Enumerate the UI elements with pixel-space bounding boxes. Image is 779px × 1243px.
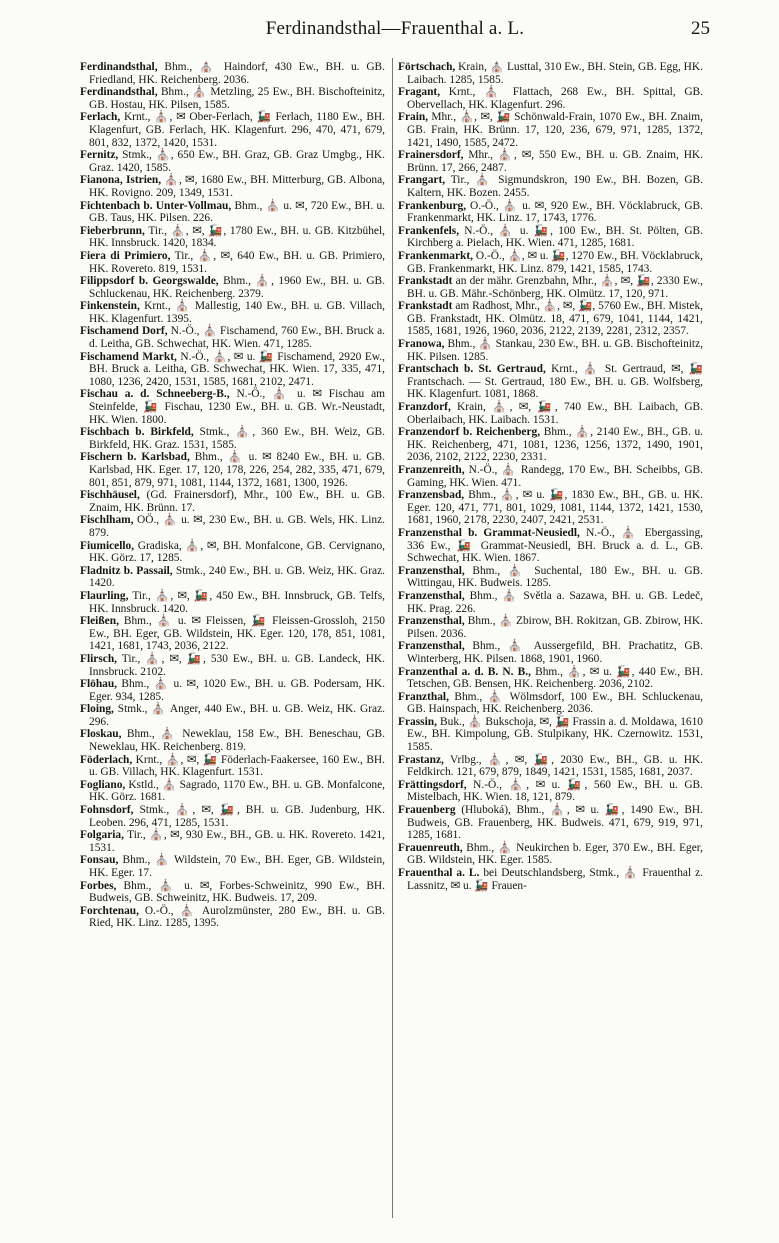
gazetteer-entry <box>80 514 385 539</box>
entry-text: Tir., ⛪, ✉, 🚂, 450 Ew., BH. Innsbruck, GB. Telfs, HK. Innsbruck. 1420. <box>89 589 385 615</box>
entry-text: N.-Ö., ⛪ u. ✉ Fischau am Steinfelde, 🚂 Fischau, 1230 Ew., BH. u. GB. Wr.-Neustadt, HK. Wien. 1800. <box>89 388 385 426</box>
gazetteer-entry <box>80 149 385 174</box>
entry-text: Bhm., ⛪ u. ✉, 1020 Ew., BH. u. GB. Podersam, HK. Eger. 934, 1285. <box>89 678 385 703</box>
entry-headword: Franzdorf, <box>398 401 451 414</box>
entry-headword: Fragant, <box>398 86 441 99</box>
entry-text: ⛪, ✉, 1680 Ew., BH. Mitterburg, GB. Albona, HK. Rovigno. 209, 1349, 1531. <box>89 174 385 199</box>
entry-headword: Frankenmarkt, <box>398 249 473 262</box>
entry-headword: Frantschach b. St. Gertraud, <box>398 363 546 376</box>
entry-headword: Fischau a. d. Schneeberg-B., <box>80 388 230 401</box>
gazetteer-entry <box>80 111 385 149</box>
entry-headword: Förtschach, <box>398 61 456 73</box>
gazetteer-entry <box>80 615 385 653</box>
gazetteer-entry <box>80 804 385 829</box>
entry-text: N.-Ö., ⛪ Ebergassing, 336 Ew., 🚂 Grammat-Neusiedl, BH. Bruck a. d. L., GB. Schwechat, HK. Wien. 1867. <box>407 526 703 565</box>
entry-text: Bhm., ⛪, ✉ u. 🚂, 440 Ew., BH. Tetschen, GB. Bensen, HK. Reichenberg. 2036, 2102. <box>407 665 703 691</box>
column-divider <box>392 58 393 1218</box>
gazetteer-entry <box>398 640 703 665</box>
gazetteer-entry <box>398 867 703 892</box>
gazetteer-entry <box>398 275 703 300</box>
gazetteer-entry <box>80 174 385 199</box>
entry-headword: Franzenthal a. d. B. N. B., <box>398 665 531 678</box>
gazetteer-entry <box>80 728 385 753</box>
entry-text: Krain, ⛪ Lusttal, 310 Ew., BH. Stein, GB. Egg, HK. Laibach. 1285, 1585. <box>407 61 703 86</box>
entry-headword: Franzendorf b. Reichenberg, <box>398 426 541 439</box>
gazetteer-entry <box>80 754 385 779</box>
entry-headword: Franzensthal, <box>398 589 465 602</box>
entry-text: Bhm., ⛪, 2140 Ew., BH., GB. u. HK. Reichenberg, 471, 1081, 1236, 1256, 1372, 1490, 1901, 2036, 2102, 2122, 2230, 2331. <box>407 426 703 464</box>
entry-headword: Franzthal, <box>398 690 449 703</box>
gazetteer-entry <box>80 225 385 250</box>
entry-text: am Radhost, Mhr., ⛪, ✉, 🚂, 5760 Ew., BH. Mistek, GB. Frankstadt, HK. Olmütz. 18, 471, 679, 1041, 1144, 1421, 1585, 1681, 1926, 1960, 2036, 2122, 2139, 2281, 2312, 2357. <box>407 300 703 338</box>
entry-headword: Frauenberg <box>398 804 456 817</box>
entry-headword: Frättingsdorf, <box>398 778 467 791</box>
gazetteer-entry <box>80 590 385 615</box>
gazetteer-entry <box>80 880 385 905</box>
entry-text: Krnt., ⛪, ✉, 🚂 Föderlach-Faakersee, 160 Ew., BH. u. GB. Villach, HK. Klagenfurt. 1531. <box>89 753 385 779</box>
entry-headword: Fladnitz b. Passail, <box>80 564 173 577</box>
entry-headword: Frain, <box>398 111 429 124</box>
entry-headword: Fieberbrunn, <box>80 224 145 237</box>
entry-headword: Flöhau, <box>80 678 118 691</box>
entry-headword: Frankenburg, <box>398 199 467 212</box>
entry-headword: Franzensthal, <box>398 640 465 653</box>
entry-text: Mhr., ⛪, ✉, 550 Ew., BH. u. GB. Znaim, HK. Brünn. 17, 266, 2487. <box>407 149 703 174</box>
entry-headword: Forbes, <box>80 879 117 892</box>
entry-headword: Frankstadt <box>398 300 453 313</box>
gazetteer-entry <box>80 325 385 350</box>
gazetteer-entry <box>80 678 385 703</box>
entry-headword: Fischhäusel, <box>80 489 140 502</box>
gazetteer-entry <box>398 527 703 565</box>
gazetteer-entry <box>80 426 385 451</box>
entry-headword: Frankstadt <box>398 275 453 288</box>
entry-text: Bhm., ⛪ Zbirow, BH. Rokitzan, GB. Zbirow, HK. Pilsen. 2036. <box>407 615 703 640</box>
gazetteer-entry <box>80 86 385 111</box>
gazetteer-entry <box>80 653 385 678</box>
entry-text: Bhm., ⛪, 1960 Ew., BH. u. GB. Schluckenau, HK. Reichenberg. 2379. <box>89 275 385 300</box>
gazetteer-entry <box>398 691 703 716</box>
entry-headword: Franzensthal, <box>398 564 465 577</box>
entry-text: Krain, ⛪, ✉, 🚂, 740 Ew., BH. Laibach, GB. Oberlaibach, HK. Laibach. 1531. <box>407 401 703 426</box>
gazetteer-entry <box>398 590 703 615</box>
entry-headword: Fogliano, <box>80 778 126 791</box>
gazetteer-entry <box>398 716 703 754</box>
entry-headword: Fischamend Dorf, <box>80 325 168 338</box>
gazetteer-entry <box>80 275 385 300</box>
entry-text: Stmk., ⛪, ✉, 🚂, BH. u. GB. Judenburg, HK. Leoben. 296, 471, 1285, 1531. <box>89 804 385 829</box>
gazetteer-entry <box>80 250 385 275</box>
entry-text: Tir., ⛪, ✉, 640 Ew., BH. u. GB. Primiero, HK. Rovereto. 819, 1531. <box>89 249 385 275</box>
entry-headword: Föderlach, <box>80 753 133 766</box>
entry-headword: Frastanz, <box>398 753 444 766</box>
gazetteer-entry <box>80 565 385 590</box>
entry-headword: Frangart, <box>398 174 446 187</box>
gazetteer-entry <box>398 250 703 275</box>
gazetteer-entry <box>398 489 703 527</box>
entry-text: O.-Ö., ⛪ Aurolzmünster, 280 Ew., BH. u. GB. Ried, HK. Linz. 1285, 1395. <box>89 904 385 930</box>
entry-headword: Ferdinandsthal, <box>80 86 158 99</box>
entry-headword: Franzensthal, <box>398 615 465 628</box>
gazetteer-entry <box>80 905 385 930</box>
gazetteer-entry <box>398 300 703 338</box>
gazetteer-entry <box>398 754 703 779</box>
entry-headword: Fischbach b. Birkfeld, <box>80 426 194 439</box>
entry-text: Tir., ⛪, ✉, 🚂, 1780 Ew., BH. u. GB. Kitzbühel, HK. Innsbruck. 1420, 1834. <box>89 224 385 250</box>
gazetteer-entry <box>80 854 385 879</box>
gazetteer-entry <box>80 829 385 854</box>
entry-text: N.-Ö., ⛪ u. 🚂, 100 Ew., BH. St. Pölten, GB. Kirchberg a. Pielach, HK. Wien. 471, 1285, 1681. <box>407 224 703 250</box>
entry-headword: Fleißen, <box>80 615 119 628</box>
entry-text: Tir., ⛪, ✉, 🚂, 530 Ew., BH. u. GB. Landeck, HK. Innsbruck. 2102. <box>89 652 385 678</box>
gazetteer-entry <box>398 174 703 199</box>
entry-text: Kstld., ⛪ Sagrado, 1170 Ew., BH. u. GB. Monfalcone, HK. Görz. 1681. <box>89 778 385 804</box>
gazetteer-entry <box>80 703 385 728</box>
entry-headword: Franzenreith, <box>398 464 465 476</box>
entry-text: Bhm., ⛪ Světla a. Sazawa, BH. u. GB. Ledeč, HK. Prag. 226. <box>407 589 703 615</box>
entry-text: OÖ., ⛪ u. ✉, 230 Ew., BH. u. GB. Wels, HK. Linz. 879. <box>89 514 385 539</box>
entry-headword: Frassin, <box>398 715 437 728</box>
entry-text: Gradiska, ⛪, ✉, BH. Monfalcone, GB. Cervignano, HK. Görz. 17, 1285. <box>89 539 385 565</box>
entry-headword: Franowa, <box>398 338 445 351</box>
entry-text: Krnt., ⛪ Mallestig, 140 Ew., BH. u. GB. Villach, HK. Klagenfurt. 1395. <box>89 300 385 325</box>
gazetteer-entry <box>398 666 703 691</box>
entry-text: Bhm., ⛪ Metzling, 25 Ew., BH. Bischofteinitz, GB. Hostau, HK. Pilsen, 1585. <box>89 86 385 111</box>
gazetteer-entry <box>398 86 703 111</box>
gazetteer-entry <box>398 61 703 86</box>
entry-text: Stmk., 240 Ew., BH. u. GB. Weiz, HK. Graz. 1420. <box>89 564 385 590</box>
entry-text: N.-Ö., ⛪, ✉ u. 🚂, 560 Ew., BH. u. GB. Mistelbach, HK. Wien. 18, 121, 879. <box>407 778 703 804</box>
gazetteer-entry <box>80 351 385 389</box>
entry-text: Bhm., ⛪ u. ✉ 8240 Ew., BH. u. GB. Karlsbad, HK. Eger. 17, 120, 178, 226, 254, 282, 335, 471, 679, 801, 851, 879, 971, 1081, 1144, 1372, 1681, 1300, 1926. <box>89 451 385 489</box>
entry-text: Vrlbg., ⛪, ✉, 🚂, 2030 Ew., BH., GB. u. HK. Feldkirch. 121, 679, 879, 1849, 1421, 1531, 1585, 1681, 2037. <box>407 753 703 779</box>
page-number: 25 <box>691 18 710 39</box>
gazetteer-entry <box>398 225 703 250</box>
gazetteer-entry <box>398 200 703 225</box>
entry-headword: Finkenstein, <box>80 300 140 313</box>
entry-text: Bhm., ⛪ Wildstein, 70 Ew., BH. Eger, GB. Wildstein, HK. Eger. 17. <box>89 854 385 879</box>
gazetteer-entry <box>80 61 385 86</box>
left-column <box>80 61 385 1231</box>
entry-headword: Floing, <box>80 703 114 716</box>
entry-headword: Fohnsdorf, <box>80 804 134 817</box>
entry-headword: Fernitz, <box>80 149 119 162</box>
entry-text: Tir., ⛪ Sigmundskron, 190 Ew., BH. Bozen, GB. Kaltern, HK. Bozen. 2455. <box>407 174 703 199</box>
page-header <box>80 14 710 46</box>
entry-text: Mhr., ⛪, ✉, 🚂 Schönwald-Frain, 1070 Ew., BH. Znaim, GB. Frain, HK. Brünn. 17, 120, 236, 679, 971, 1285, 1372, 1421, 1490, 1585, 2472. <box>407 111 703 149</box>
entry-text: Bhm., ⛪ u. ✉, Forbes-Schweinitz, 990 Ew., BH. Budweis, GB. Schweinitz, HK. Budweis. 17, 209. <box>89 879 385 905</box>
gazetteer-entry <box>398 804 703 842</box>
entry-headword: Flaurling, <box>80 589 129 602</box>
entry-headword: Fiera di Primiero, <box>80 249 171 262</box>
entry-text: Bhm., ⛪ Neweklau, 158 Ew., BH. Beneschau, GB. Neweklau, HK. Reichenberg. 819. <box>89 728 385 754</box>
entry-headword: Fischern b. Karlsbad, <box>80 451 190 464</box>
entry-headword: Floskau, <box>80 728 122 741</box>
entry-text: Bhm., ⛪, ✉ u. 🚂, 1830 Ew., BH., GB. u. HK. Eger. 120, 471, 771, 801, 1029, 1081, 1144, 1372, 1421, 1530, 1681, 1960, 2178, 2230, 2407, 2421, 2531. <box>407 489 703 527</box>
entry-text: Krnt., ⛪ St. Gertraud, ✉, 🚂 Frantschach. — St. Gertraud, 180 Ew., BH. u. GB. Wolfsberg, HK. Klagenfurt. 1081, 1868. <box>407 363 703 401</box>
gazetteer-entry <box>398 363 703 401</box>
entry-headword: Filippsdorf b. Georgswalde, <box>80 275 219 288</box>
entry-text: O.-Ö., ⛪ u. ✉, 920 Ew., BH. Vöcklabruck, GB. Frankenmarkt, HK. Linz. 17, 1743, 1776. <box>407 199 703 225</box>
entry-headword: Frankenfels, <box>398 224 460 237</box>
entry-text: N.-Ö., ⛪ Fischamend, 760 Ew., BH. Bruck a. d. Leitha, GB. Schwechat, HK. Wien. 471, 1285. <box>89 325 385 351</box>
right-column <box>398 61 703 1231</box>
entry-headword: Franzensthal b. Grammat-Neusiedl, <box>398 526 580 539</box>
gazetteer-entry <box>398 565 703 590</box>
entry-text: Bhm., ⛪ Stankau, 230 Ew., BH. u. GB. Bischofteinitz, HK. Pilsen. 1285. <box>407 338 703 363</box>
gazetteer-entry <box>398 401 703 426</box>
gazetteer-entry <box>80 300 385 325</box>
entry-text: Bhm., ⛪ Haindorf, 430 Ew., BH. u. GB. Friedland, HK. Reichenberg. 2036. <box>89 61 385 86</box>
gazetteer-entry <box>80 489 385 514</box>
entry-headword: Flirsch, <box>80 652 118 665</box>
entry-headword: Frauenthal a. L. <box>398 867 480 879</box>
entry-text: Bhm., ⛪ u. ✉, 720 Ew., BH. u. GB. Taus, HK. Pilsen. 226. <box>89 199 385 225</box>
entry-headword: Forchtenau, <box>80 904 139 917</box>
entry-headword: Fischamend Markt, <box>80 350 177 363</box>
entry-headword: Franzensbad, <box>398 489 465 502</box>
entry-text: Tir., ⛪, ✉, 930 Ew., BH., GB. u. HK. Rovereto. 1421, 1531. <box>89 829 385 854</box>
entry-text: Krnt., ⛪, ✉ Ober-Ferlach, 🚂 Ferlach, 1180 Ew., BH. Klagenfurt, GB. Ferlach, HK. Klagenfurt. 296, 470, 471, 679, 801, 832, 1372, 1420, 1531. <box>89 111 385 149</box>
gazetteer-entry <box>80 451 385 489</box>
gazetteer-entry <box>398 615 703 640</box>
entry-headword: Frainersdorf, <box>398 149 464 162</box>
entry-text: N.-Ö., ⛪, ✉ u. 🚂 Fischamend, 2920 Ew., BH. Bruck a. Leitha, GB. Schwechat, HK. Wien. 17, 335, 471, 1080, 1236, 2420, 1531, 1585, 1681, 2102, 2471. <box>89 350 385 388</box>
gazetteer-entry <box>80 779 385 804</box>
entry-text: Bhm., ⛪ Suchental, 180 Ew., BH. u. GB. Wittingau, HK. Budweis. 1285. <box>407 564 703 590</box>
gazetteer-entry <box>80 540 385 565</box>
entry-headword: Fonsau, <box>80 854 119 867</box>
entry-headword: Ferlach, <box>80 111 121 124</box>
entry-text: an der mähr. Grenzbahn, Mhr., ⛪, ✉, 🚂, 2330 Ew., BH. u. GB. Mähr.-Schönberg, HK. Olmütz. 17, 120, 971. <box>407 275 703 300</box>
entry-text: Bhm., ⛪ u. ✉ Fleissen, 🚂 Fleissen-Grossloh, 2150 Ew., BH. Eger, GB. Wildstein, HK. Eger. 120, 178, 851, 1081, 1421, 1681, 1743, 2036, 2122. <box>89 615 385 653</box>
gazetteer-entry <box>398 842 703 867</box>
entry-text: bei Deutschlandsberg, Stmk., ⛪ Frauenthal z. Lassnitz, ✉ u. 🚂 Frauen- <box>407 867 703 892</box>
entry-headword: Folgaria, <box>80 829 124 842</box>
entry-text: (Gd. Frainersdorf), Mhr., 100 Ew., BH. u. GB. Znaim, HK. Brünn. 17. <box>89 489 385 514</box>
entry-text: Bhm., ⛪ Neukirchen b. Eger, 370 Ew., BH. Eger, GB. Wildstein, HK. Eger. 1585. <box>407 841 703 867</box>
entry-text: Bhm., ⛪ Wölmsdorf, 100 Ew., BH. Schluckenau, GB. Hainspach, HK. Reichenberg. 2036. <box>407 690 703 716</box>
gazetteer-entry <box>398 779 703 804</box>
entry-text: O.-Ö., ⛪, ✉ u. 🚂, 1270 Ew., BH. Vöcklabruck, GB. Frankenmarkt, HK. Linz. 879, 1421, 1585, 1743. <box>407 249 703 275</box>
entry-headword: Fiumicello, <box>80 539 135 552</box>
gazetteer-entry <box>80 200 385 225</box>
gazetteer-entry <box>398 426 703 464</box>
entry-text: Buk., ⛪ Bukschoja, ✉, 🚂 Frassin a. d. Moldawa, 1610 Ew., BH. Kimpolung, GB. Stulpikany, HK. Czernowitz. 1531, 1585. <box>407 715 703 754</box>
entry-headword: Ferdinandsthal, <box>80 61 158 73</box>
gazetteer-entry <box>80 388 385 426</box>
entry-headword: Fichtenbach b. Unter-Vollmau, <box>80 199 232 212</box>
entry-headword: Frauenreuth, <box>398 841 463 854</box>
entry-text: (Hluboká), Bhm., ⛪, ✉ u. 🚂, 1490 Ew., BH. Budweis, GB. Frauenberg, HK. Budweis. 471, 679, 919, 971, 1285, 1681. <box>407 804 703 842</box>
entry-headword: Fianona, Istrien, <box>80 174 162 187</box>
entry-text: Stmk., ⛪, 360 Ew., BH. Weiz, GB. Birkfeld, HK. Graz. 1531, 1585. <box>89 426 385 451</box>
gazetteer-entry <box>398 149 703 174</box>
entry-text: Stmk., ⛪, 650 Ew., BH. Graz, GB. Graz Umgbg., HK. Graz. 1420, 1585. <box>89 149 385 174</box>
gazetteer-entry <box>398 338 703 363</box>
entry-text: N.-Ö., ⛪ Randegg, 170 Ew., BH. Scheibbs, GB. Gaming, HK. Wien. 471. <box>407 464 703 489</box>
gazetteer-entry <box>398 464 703 489</box>
entry-text: Bhm., ⛪ Aussergefild, BH. Prachatitz, GB. Winterberg, HK. Pilsen. 1868, 1901, 1960. <box>407 640 703 665</box>
running-title: Ferdinandsthal—Frauenthal a. L. <box>265 18 525 39</box>
gazetteer-entry <box>398 111 703 149</box>
entry-headword: Fischlham, <box>80 514 134 527</box>
entry-text: Krnt., ⛪ Flattach, 268 Ew., BH. Spittal, GB. Obervellach, HK. Klagenfurt. 296. <box>407 86 703 111</box>
entry-text: Stmk., ⛪ Anger, 440 Ew., BH. u. GB. Weiz, HK. Graz. 296. <box>89 703 385 728</box>
